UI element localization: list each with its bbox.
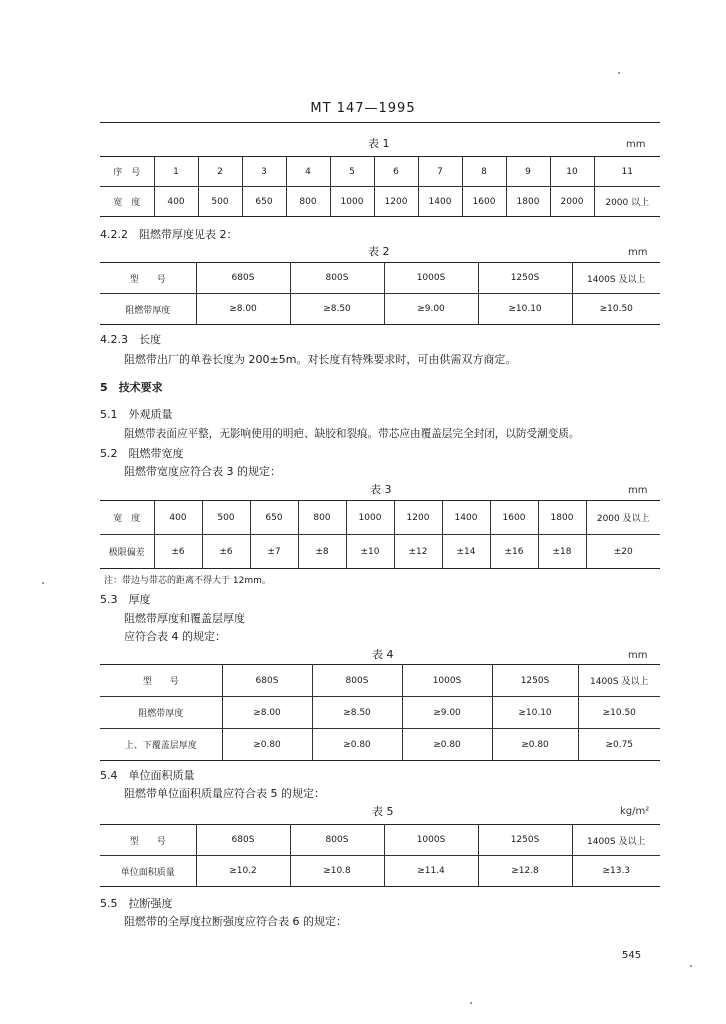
section-5-2-heading: 5.2 阻燃带宽度: [100, 447, 184, 460]
table5-header-cell: 1000S: [384, 825, 478, 856]
table1-cell: 2000 以上: [594, 187, 660, 217]
table4-cell: ≥0.80: [312, 729, 402, 761]
table1-header-cell: 6: [374, 157, 418, 187]
table5-cell: ≥12.8: [478, 856, 572, 887]
section-5-1-body: 阻燃带表面应平整，无影响使用的明疤、缺胶和裂痕。带芯应由覆盖层完全封闭，以防受潮变质。: [124, 428, 580, 440]
table1-cell: 1000: [330, 187, 374, 217]
table4: [100, 664, 660, 761]
table1-header-cell: 8: [462, 157, 506, 187]
table4-header-cell: 1250S: [492, 665, 578, 697]
table2-header-cell: 1250S: [478, 263, 572, 294]
table2-header-cell: 800S: [290, 263, 384, 294]
table1-header-cell: 序 号: [113, 168, 141, 178]
table4-caption: 表 4: [372, 648, 394, 661]
section-4-2-2-heading: 4.2.2 阻燃带厚度见表 2：: [100, 228, 238, 241]
table3-cell: ±10: [346, 535, 394, 569]
table1-cell: 800: [286, 187, 330, 217]
table3-caption: 表 3: [370, 483, 392, 496]
table1-header-cell: 9: [506, 157, 550, 187]
table1-cell: 1200: [374, 187, 418, 217]
table3-header-cell: 宽 度: [113, 514, 141, 524]
table5-cell: ≥10.2: [196, 856, 290, 887]
table4-unit: mm: [628, 650, 648, 661]
table4-header-cell: 1000S: [402, 665, 492, 697]
table3-unit: mm: [628, 485, 648, 496]
section-5-1-heading: 5.1 外观质量: [100, 408, 173, 421]
table1-header-cell: 10: [550, 157, 594, 187]
section-5-3-body-line2: 应符合表 4 的规定：: [124, 630, 226, 643]
table1-cell: 1800: [506, 187, 550, 217]
table4-cell: ≥10.10: [492, 697, 578, 729]
table3-note: 注：带边与带芯的距离不得大于 12mm。: [104, 576, 271, 586]
table1-header-cell: 1: [154, 157, 198, 187]
table5-header-cell: 800S: [290, 825, 384, 856]
table3-header-cell: 650: [250, 501, 298, 535]
table3-cell: ±14: [442, 535, 490, 569]
table2-cell: ≥9.00: [384, 294, 478, 325]
table3-header-cell: 1200: [394, 501, 442, 535]
table2-header-cell: 1400S 及以上: [572, 263, 660, 294]
table5-header-cell: 680S: [196, 825, 290, 856]
table4-cell: ≥8.00: [222, 697, 312, 729]
table3-header-cell: 1400: [442, 501, 490, 535]
section-5-5-heading: 5.5 拉断强度: [100, 897, 173, 910]
table3-header-cell: 400: [154, 501, 202, 535]
table3-header-cell: 500: [202, 501, 250, 535]
table1-cell: 2000: [550, 187, 594, 217]
table4-header-cell: 680S: [222, 665, 312, 697]
section-4-2-3-body: 阻燃带出厂的单卷长度为 200±5m。对长度有特殊要求时，可由供需双方商定。: [124, 353, 517, 366]
table3-cell: ±18: [538, 535, 586, 569]
table2-cell: ≥8.50: [290, 294, 384, 325]
table3-header-cell: 1600: [490, 501, 538, 535]
table5-cell: ≥13.3: [572, 856, 660, 887]
table4-header-cell: 800S: [312, 665, 402, 697]
section-5-4-body: 阻燃带单位面积质量应符合表 5 的规定：: [124, 787, 325, 800]
table2-cell: ≥8.00: [196, 294, 290, 325]
table3-cell: ±6: [202, 535, 250, 569]
table1-header-cell: 11: [594, 157, 660, 187]
table1-header-cell: 7: [418, 157, 462, 187]
scan-speck: [690, 965, 692, 967]
table1-header-cell: 3: [242, 157, 286, 187]
section-5-5-body: 阻燃带的全厚度拉断强度应符合表 6 的规定：: [124, 915, 347, 928]
scan-speck: [42, 582, 44, 584]
table4-header-cell: 型 号: [142, 677, 179, 687]
table1-cell: 1400: [418, 187, 462, 217]
document-header: MT 147—1995: [310, 101, 416, 116]
table4-cell: ≥0.80: [492, 729, 578, 761]
table3-cell: ±16: [490, 535, 538, 569]
table3-cell: ±12: [394, 535, 442, 569]
table5-cell: 单位面积质量: [100, 856, 196, 887]
section-5-3-heading: 5.3 厚度: [100, 593, 151, 606]
table3-cell: ±20: [586, 535, 660, 569]
table2-header-cell: 1000S: [384, 263, 478, 294]
table4-cell: 阻燃带厚度: [100, 697, 222, 729]
table3-header-cell: 2000 及以上: [586, 501, 660, 535]
table4-cell: ≥9.00: [402, 697, 492, 729]
table5-caption: 表 5: [372, 805, 394, 818]
table1-header-cell: 5: [330, 157, 374, 187]
table1-cell: 400: [154, 187, 198, 217]
table5-unit: kg/m²: [620, 806, 650, 817]
section-5-3-body-line1: 阻燃带厚度和覆盖层厚度: [124, 612, 245, 625]
table1-cell: 宽 度: [100, 187, 154, 217]
table2-cell: ≥10.50: [572, 294, 660, 325]
table2-cell: 阻燃带厚度: [100, 294, 196, 325]
table3-header-cell: 1800: [538, 501, 586, 535]
table5: [100, 824, 660, 887]
table1-caption: 表 1: [368, 137, 390, 150]
table4-cell: ≥10.50: [578, 697, 660, 729]
table4-cell: ≥0.75: [578, 729, 660, 761]
table2-header-cell: 型 号: [129, 274, 166, 285]
section-5-4-heading: 5.4 单位面积质量: [100, 769, 195, 782]
table5-header-cell: 1250S: [478, 825, 572, 856]
table1-header-cell: 2: [198, 157, 242, 187]
table3-header-cell: 800: [298, 501, 346, 535]
table2-unit: mm: [628, 247, 648, 258]
table3-cell: 极限偏差: [100, 535, 154, 569]
table4-cell: ≥0.80: [402, 729, 492, 761]
table3: [100, 500, 660, 569]
table3-header-cell: 1000: [346, 501, 394, 535]
table1-cell: 1600: [462, 187, 506, 217]
table4-cell: 上、下覆盖层厚度: [100, 729, 222, 761]
page-number: 545: [622, 950, 642, 961]
scan-speck: [618, 72, 620, 74]
table1-cell: 500: [198, 187, 242, 217]
section-4-2-3-heading: 4.2.3 长度: [100, 333, 161, 346]
table5-cell: ≥10.8: [290, 856, 384, 887]
table3-cell: ±8: [298, 535, 346, 569]
table2-header-cell: 680S: [196, 263, 290, 294]
table1-cell: 650: [242, 187, 286, 217]
table4-header-cell: 1400S 及以上: [578, 665, 660, 697]
header-rule: [100, 122, 660, 123]
table1-unit: mm: [626, 139, 646, 150]
table5-header-cell: 型 号: [129, 836, 166, 847]
table4-cell: ≥8.50: [312, 697, 402, 729]
table5-header-cell: 1400S 及以上: [572, 825, 660, 856]
table3-cell: ±6: [154, 535, 202, 569]
table1-header-cell: 4: [286, 157, 330, 187]
table2-caption: 表 2: [368, 245, 390, 258]
scan-speck: [470, 1002, 472, 1004]
table4-cell: ≥0.80: [222, 729, 312, 761]
table2: [100, 262, 660, 325]
table1: [100, 156, 660, 217]
section-5-2-body: 阻燃带宽度应符合表 3 的规定：: [124, 465, 281, 478]
table2-cell: ≥10.10: [478, 294, 572, 325]
table3-cell: ±7: [250, 535, 298, 569]
section-5-heading: 5 技术要求: [100, 381, 163, 394]
table5-cell: ≥11.4: [384, 856, 478, 887]
